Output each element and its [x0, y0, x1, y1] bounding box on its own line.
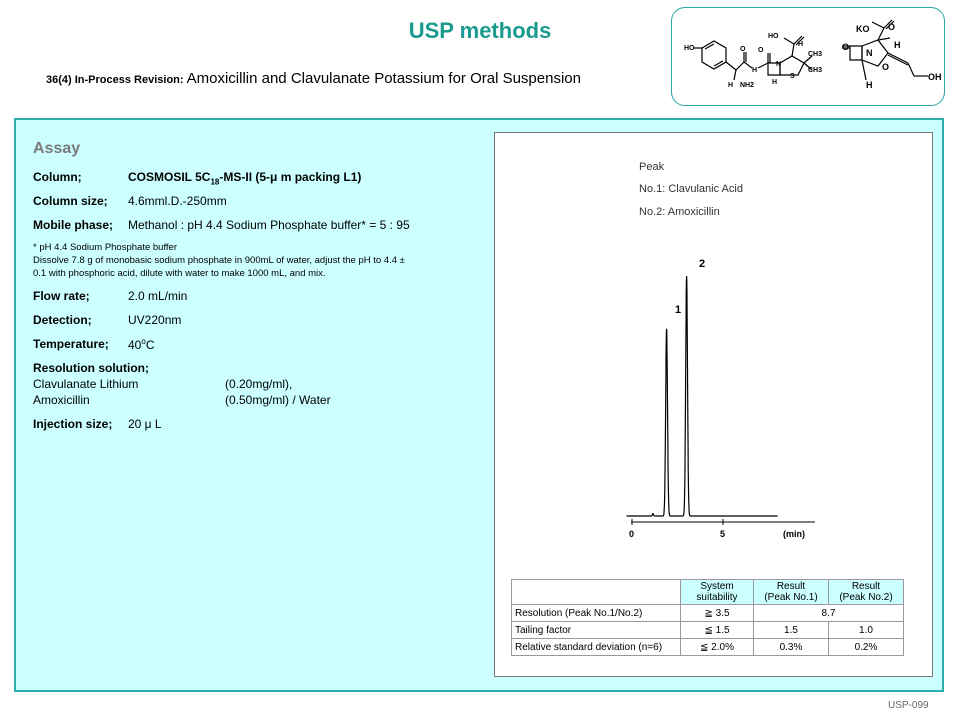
table-header-result2: Result (Peak No.2)	[829, 580, 904, 605]
svg-text:H: H	[772, 79, 778, 86]
table-header-suitability: System suitability	[681, 580, 754, 605]
x-tick-label-0: 0	[629, 529, 635, 539]
detection-label: Detection;	[33, 313, 92, 327]
row3-peak1: 0.3%	[754, 639, 829, 656]
table-header-result1: Result (Peak No.1)	[754, 580, 829, 605]
resolution-line2	[33, 393, 331, 407]
chromatogram-plot	[495, 133, 932, 573]
svg-text:O: O	[758, 47, 764, 54]
column-size-label: Column size;	[33, 194, 108, 208]
detection-row	[33, 313, 182, 327]
row1-result: 8.7	[754, 605, 904, 622]
resolution-line1-conc: (0.20mg/ml),	[225, 377, 293, 391]
svg-text:OH: OH	[928, 72, 942, 82]
svg-text:O: O	[882, 62, 890, 72]
temperature-label: Temperature;	[33, 337, 109, 351]
svg-text:NH2: NH2	[740, 82, 755, 89]
row3-suitability: ≦ 2.0%	[681, 639, 754, 656]
resolution-line1-name: Clavulanate Lithium	[33, 377, 139, 391]
svg-text:KO: KO	[856, 24, 870, 34]
injection-label: Injection size;	[33, 417, 113, 431]
svg-text:H: H	[728, 82, 734, 89]
x-tick-label-5: 5	[720, 529, 726, 539]
row1-label: Resolution (Peak No.1/No.2)	[512, 605, 681, 622]
page-title: USP methods	[408, 18, 552, 43]
column-size-row	[33, 194, 227, 208]
row1-suitability: ≧ 3.5	[681, 605, 754, 622]
table-row	[512, 605, 904, 622]
svg-text:HO: HO	[768, 33, 779, 40]
buffer-note-line3: 0.1 with phosphoric acid, dilute with water to make 1000 mL, and mix.	[33, 268, 326, 279]
subtitle-main: Amoxicillin and Clavulanate Potassium for Oral Suspension	[186, 70, 581, 87]
results-table	[511, 579, 904, 656]
mobile-phase-value: Methanol : pH 4.4 Sodium Phosphate buffer* = 5 : 95	[128, 218, 410, 232]
table-header-blank	[512, 580, 681, 605]
svg-text:H: H	[752, 67, 758, 74]
buffer-note-line1: * pH 4.4 Sodium Phosphate buffer	[33, 242, 178, 253]
injection-value: 20 μ L	[128, 417, 162, 431]
row2-label: Tailing factor	[512, 622, 681, 639]
column-row	[33, 170, 362, 187]
temperature-row	[33, 337, 155, 352]
svg-text:S: S	[790, 73, 795, 80]
table-row	[512, 622, 904, 639]
chemical-structures-box	[671, 7, 945, 106]
svg-text:H: H	[866, 80, 873, 90]
table-row	[512, 639, 904, 656]
buffer-note	[33, 241, 405, 280]
row2-suitability: ≦ 1.5	[681, 622, 754, 639]
peak-heading: Peak	[639, 161, 665, 173]
svg-text:O: O	[888, 22, 896, 32]
column-size-value: 4.6mml.D.-250mm	[128, 194, 227, 208]
table-header-row	[512, 580, 904, 605]
peak1-label: 1	[675, 304, 682, 316]
resolution-label: Resolution solution;	[33, 361, 149, 375]
x-unit-label: (min)	[783, 529, 805, 539]
mobile-phase-label: Mobile phase;	[33, 218, 114, 232]
resolution-row	[33, 361, 149, 375]
page-subtitle	[46, 70, 581, 88]
row2-peak1: 1.5	[754, 622, 829, 639]
peak2-legend: No.2: Amoxicillin	[639, 206, 720, 218]
row3-peak2: 0.2%	[829, 639, 904, 656]
mobile-phase-row	[33, 218, 410, 232]
svg-text:CH3: CH3	[808, 51, 823, 58]
subtitle-prefix: 36(4) In-Process Revision:	[46, 74, 187, 86]
footer-code: USP-099	[888, 700, 929, 711]
chromatogram-trace	[627, 276, 778, 516]
svg-text:N: N	[776, 61, 782, 68]
assay-title: Assay	[33, 140, 81, 157]
flow-rate-label: Flow rate;	[33, 289, 90, 303]
column-value: COSMOSIL $5C_{18}-MS-II$ (5-μ m packing L1)	[128, 170, 362, 187]
peak2-label: 2	[699, 258, 706, 270]
resolution-line1	[33, 377, 293, 391]
temperature-value: 40$^o$C	[128, 337, 155, 352]
flow-rate-row	[33, 289, 188, 303]
chromatogram-box	[494, 132, 933, 677]
svg-text:H: H	[894, 40, 901, 50]
resolution-line2-name: Amoxicillin	[33, 393, 90, 407]
row2-peak2: 1.0	[829, 622, 904, 639]
flow-rate-value: 2.0 mL/min	[128, 289, 188, 303]
injection-row	[33, 417, 162, 431]
buffer-note-line2: Dissolve 7.8 g of monobasic sodium phosphate in 900mL of water, adjust the pH to 4.4 ±	[33, 255, 405, 266]
resolution-line2-conc: (0.50mg/ml) / Water	[225, 393, 331, 407]
svg-text:HO: HO	[684, 45, 695, 52]
column-label: Column;	[33, 170, 82, 184]
svg-text:N: N	[866, 48, 873, 58]
row3-label: Relative standard deviation (n=6)	[512, 639, 681, 656]
svg-text:O: O	[740, 46, 746, 53]
svg-text:H: H	[798, 41, 804, 48]
assay-panel	[14, 118, 944, 692]
peak1-legend: No.1: Clavulanic Acid	[639, 183, 743, 195]
svg-text:CH3: CH3	[808, 67, 823, 74]
chemical-structures-drawing	[672, 8, 944, 105]
svg-text:O: O	[842, 42, 850, 52]
detection-value: UV220nm	[128, 313, 182, 327]
